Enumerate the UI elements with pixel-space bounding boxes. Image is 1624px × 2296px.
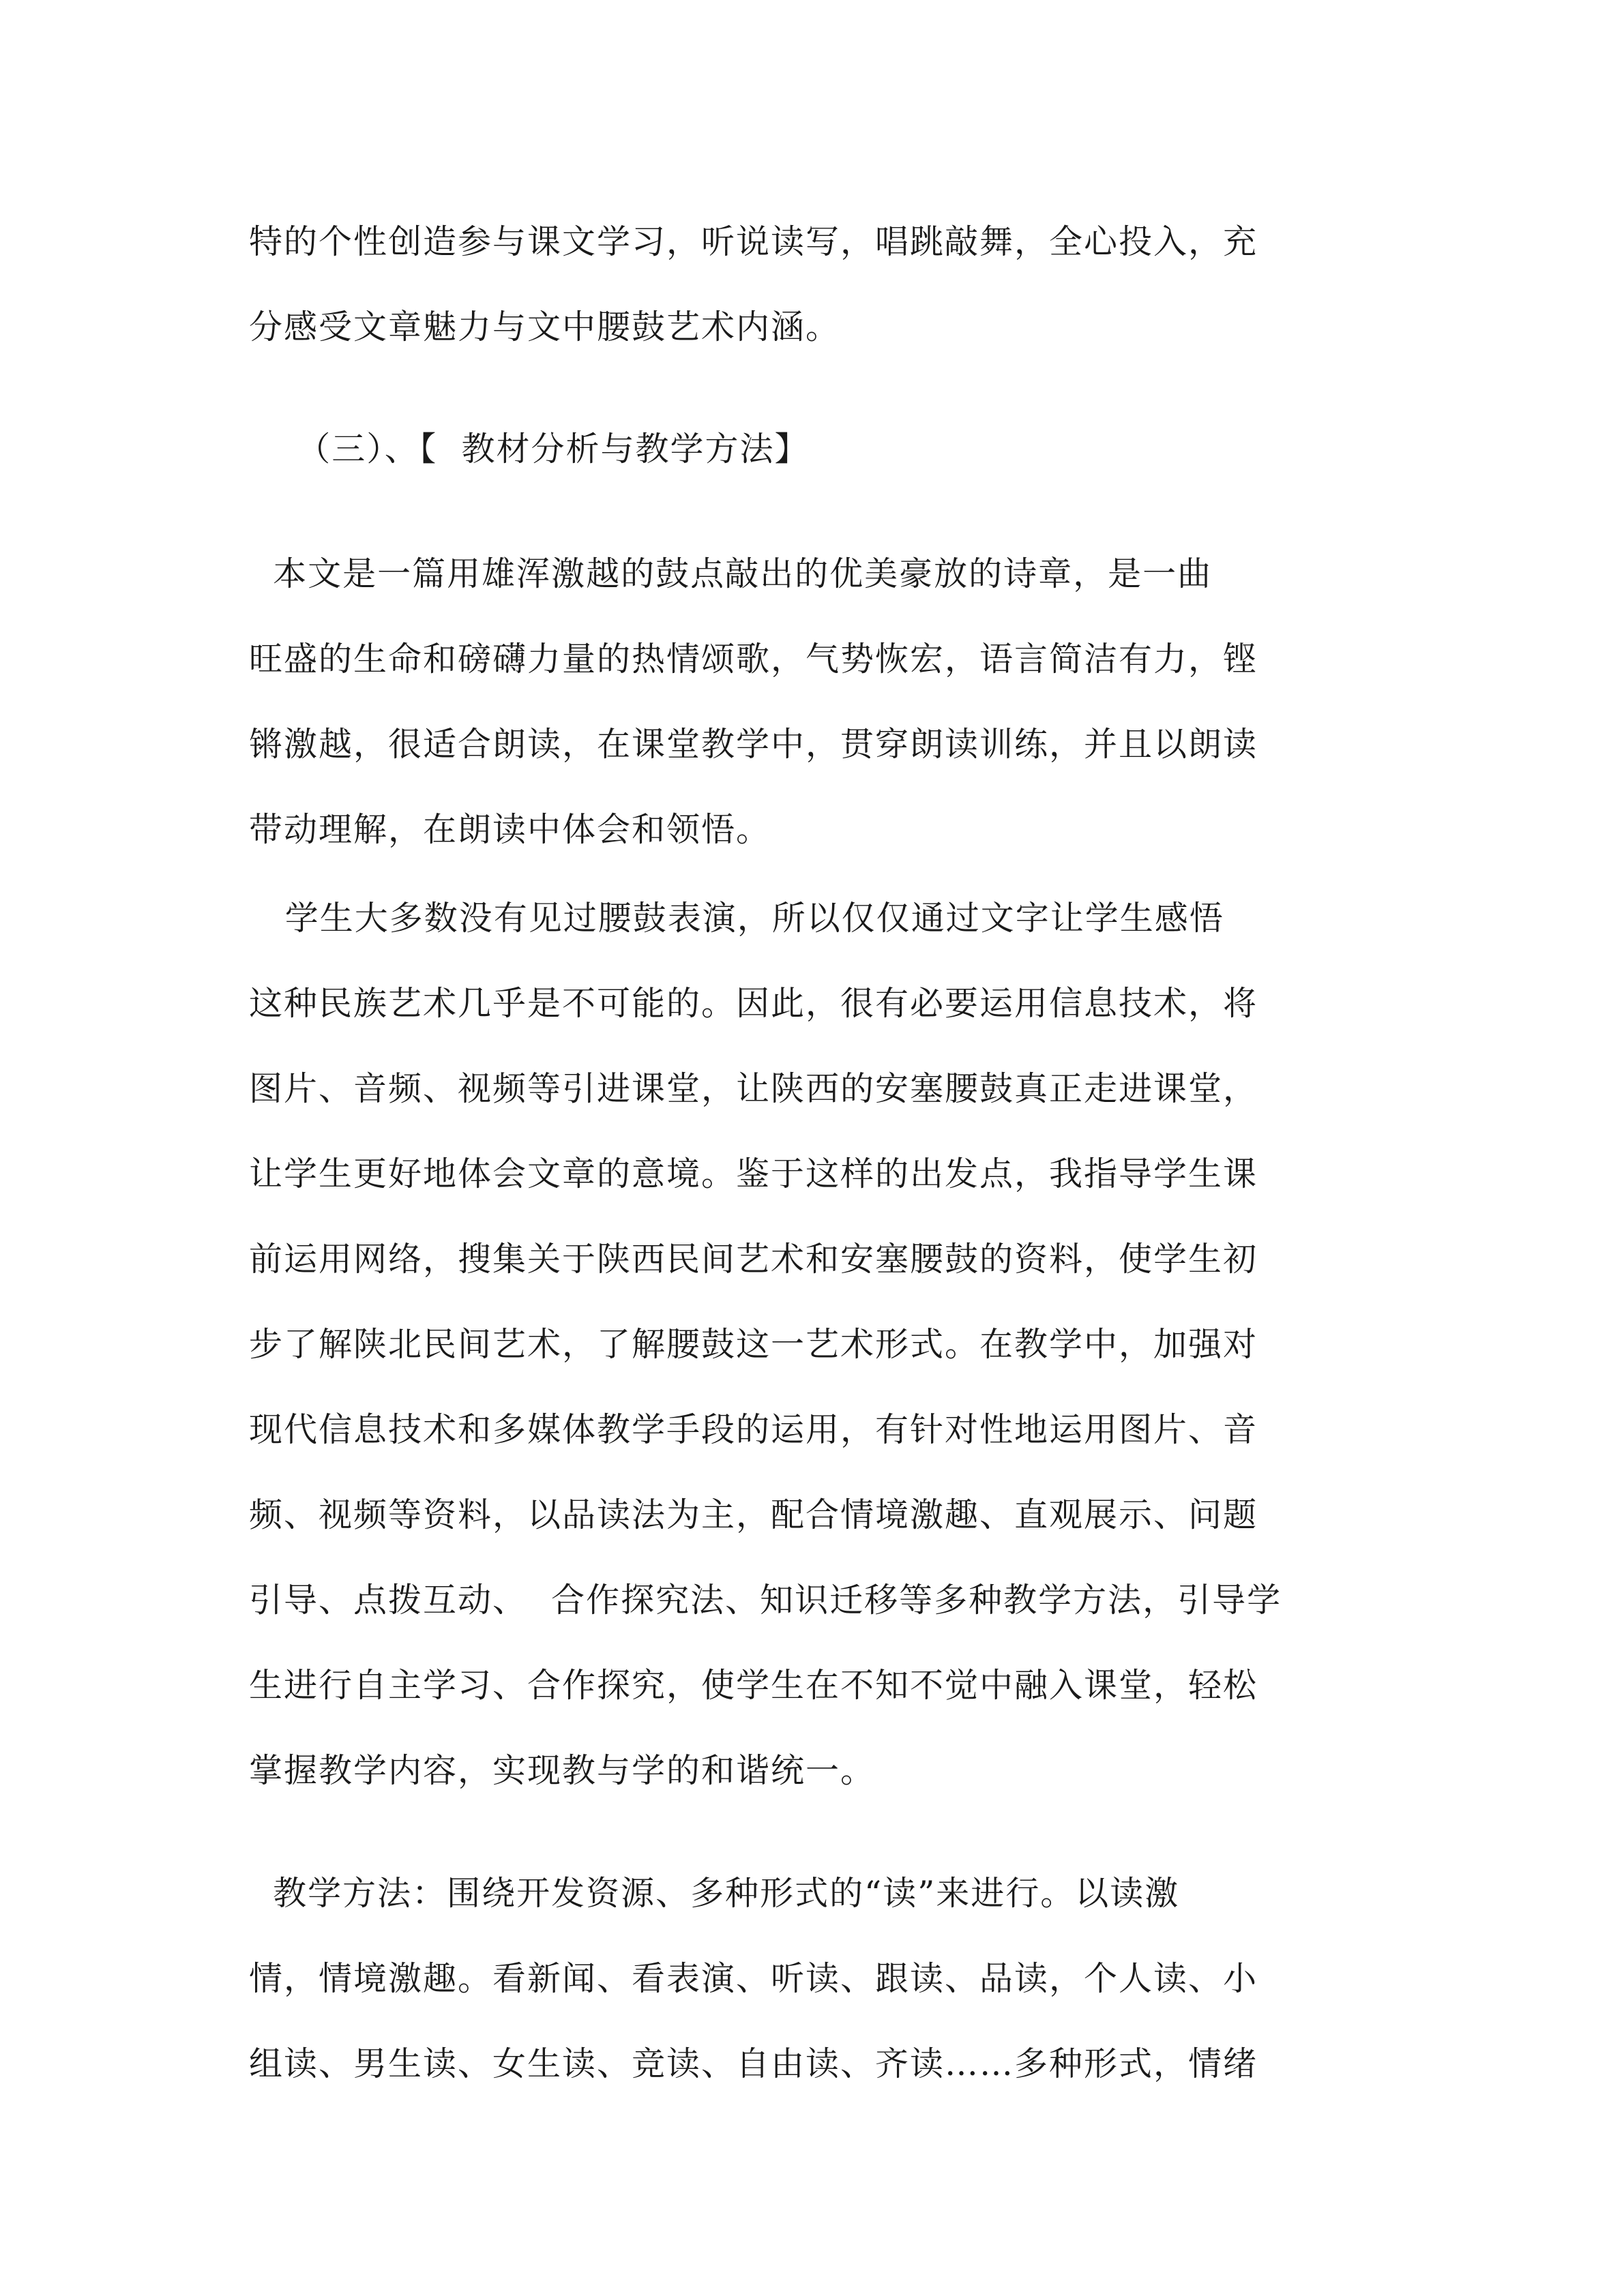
text-line: 这种民族艺术几乎是不可能的。因此，很有必要运用信息技术，将 <box>249 984 1258 1023</box>
text-line: 情，情境激趣。看新闻、看表演、听读、跟读、品读，个人读、小 <box>249 1959 1258 1998</box>
text-line: 学生大多数没有见过腰鼓表演，所以仅仅通过文字让学生感悟 <box>249 899 1224 938</box>
text-line: 锵激越，很适合朗读，在课堂教学中，贯穿朗读训练，并且以朗读 <box>249 725 1258 764</box>
text-line: 旺盛的生命和磅礴力量的热情颂歌，气势恢宏，语言简洁有力，铿 <box>249 640 1258 679</box>
text-line: 教学方法：围绕开发资源、多种形式的“读”来进行。以读激 <box>249 1874 1180 1913</box>
text-line: 让学生更好地体会文章的意境。鉴于这样的出发点，我指导学生课 <box>249 1154 1258 1193</box>
text-line: 前运用网络，搜集关于陕西民间艺术和安塞腰鼓的资料，使学生初 <box>249 1240 1258 1279</box>
text-line: 步了解陕北民间艺术，了解腰鼓这一艺术形式。在教学中，加强对 <box>249 1325 1258 1364</box>
text-line: 带动理解，在朗读中体会和领悟。 <box>249 810 771 849</box>
text-line: 现代信息技术和多媒体教学手段的运用，有针对性地运用图片、音 <box>249 1410 1258 1449</box>
section-heading: （三）、【 教材分析与教学方法】 <box>249 430 810 468</box>
text-line: 本文是一篇用雄浑激越的鼓点敲出的优美豪放的诗章，是一曲 <box>249 554 1213 593</box>
text-line: 分感受文章魅力与文中腰鼓艺术内涵。 <box>249 308 841 346</box>
text-line: 掌握教学内容，实现教与学的和谐统一。 <box>249 1751 876 1790</box>
text-line: 引导、点拨互动、 合作探究法、知识迁移等多种教学方法，引导学 <box>249 1581 1282 1620</box>
text-line: 频、视频等资料，以品读法为主，配合情境激趣、直观展示、问题 <box>249 1495 1258 1534</box>
text-line: 生进行自主学习、合作探究，使学生在不知不觉中融入课堂，轻松 <box>249 1666 1258 1705</box>
text-line: 图片、音频、视频等引进课堂，让陕西的安塞腰鼓真正走进课堂， <box>249 1069 1258 1108</box>
text-line: 组读、男生读、女生读、竞读、自由读、齐读……多种形式，情绪 <box>249 2044 1258 2083</box>
text-line: 特的个性创造参与课文学习，听说读写，唱跳敲舞，全心投入，充 <box>249 222 1258 261</box>
